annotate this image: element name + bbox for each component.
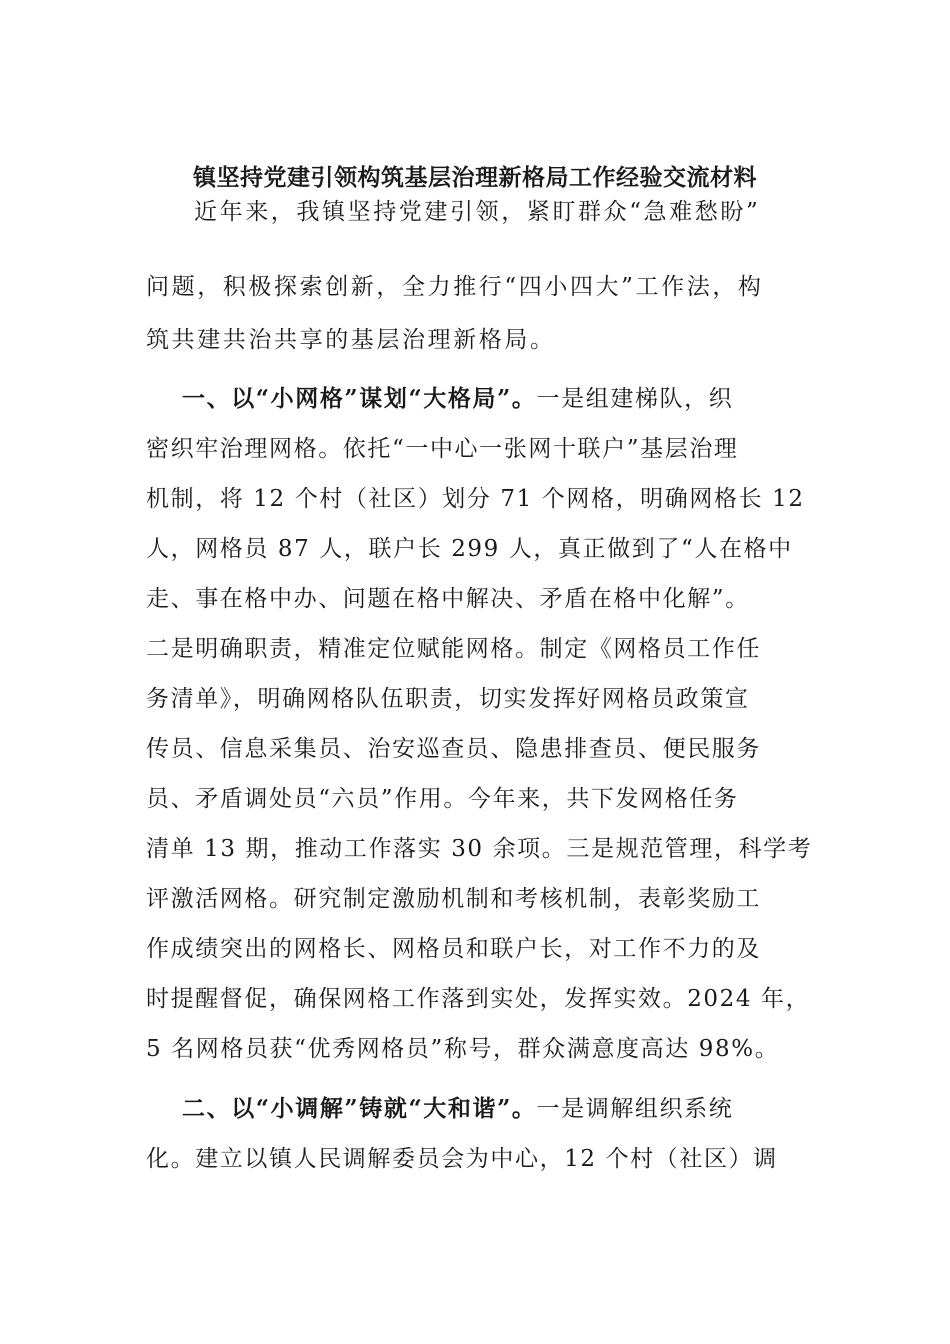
section1-line-3: 人，网格员 87 人，联户长 299 人，真正做到了“人在格中	[146, 536, 793, 562]
section1-first-line	[182, 381, 733, 417]
intro-line-1: 近年来，我镇坚持党建引领，紧盯群众“急难愁盼”	[194, 199, 761, 225]
section1-line-6: 务清单》，明确网格队伍职责，切实发挥好网格员政策宣	[146, 686, 750, 712]
document-title: 镇坚持党建引领构筑基层治理新格局工作经验交流材料	[193, 164, 757, 191]
section1-line-9: 清单 13 期，推动工作落实 30 余项。三是规范管理，科学考	[146, 836, 813, 862]
section2-line-1: 化。建立以镇人民调解委员会为中心，12 个村（社区）调	[146, 1146, 778, 1172]
section2-first-line-rest: 一是调解组织系统	[536, 1096, 734, 1122]
intro-line-3: 筑共建共治共享的基层治理新格局。	[146, 327, 556, 353]
section1-line-13: 5 名网格员获“优秀网格员”称号，群众满意度高达 98%。	[146, 1036, 780, 1062]
section1-line-7: 传员、信息采集员、治安巡查员、隐患排查员、便民服务	[146, 736, 761, 762]
section1-line-4: 走、事在格中办、问题在格中解决、矛盾在格中化解”。	[146, 586, 750, 612]
section1-line-12: 时提醒督促，确保网格工作落到实处，发挥实效。2024 年，	[146, 986, 811, 1012]
section1-line-2: 机制，将 12 个村（社区）划分 71 个网格，明确网格长 12	[146, 486, 805, 512]
section2-first-line	[182, 1091, 733, 1127]
intro-line-2: 问题，积极探索创新，全力推行“四小四大”工作法，构	[146, 274, 764, 300]
section1-line-8: 员、矛盾调处员“六员”作用。今年来，共下发网格任务	[146, 786, 739, 812]
section1-line-10: 评激活网格。研究制定激励机制和考核机制，表彰奖励工	[146, 886, 761, 912]
section1-line-11: 作成绩突出的网格长、网格员和联户长，对工作不力的及	[146, 936, 761, 962]
section1-heading: 一、以“小网格”谋划“大格局”。	[182, 385, 537, 412]
section1-line-1: 密织牢治理网格。依托“一中心一张网十联户”基层治理	[146, 436, 739, 462]
section1-first-line-rest: 一是组建梯队，织	[536, 386, 734, 412]
section1-line-5: 二是明确职责，精准定位赋能网格。制定《网格员工作任	[146, 636, 761, 662]
section2-heading: 二、以“小调解”铸就“大和谐”。	[182, 1095, 537, 1122]
